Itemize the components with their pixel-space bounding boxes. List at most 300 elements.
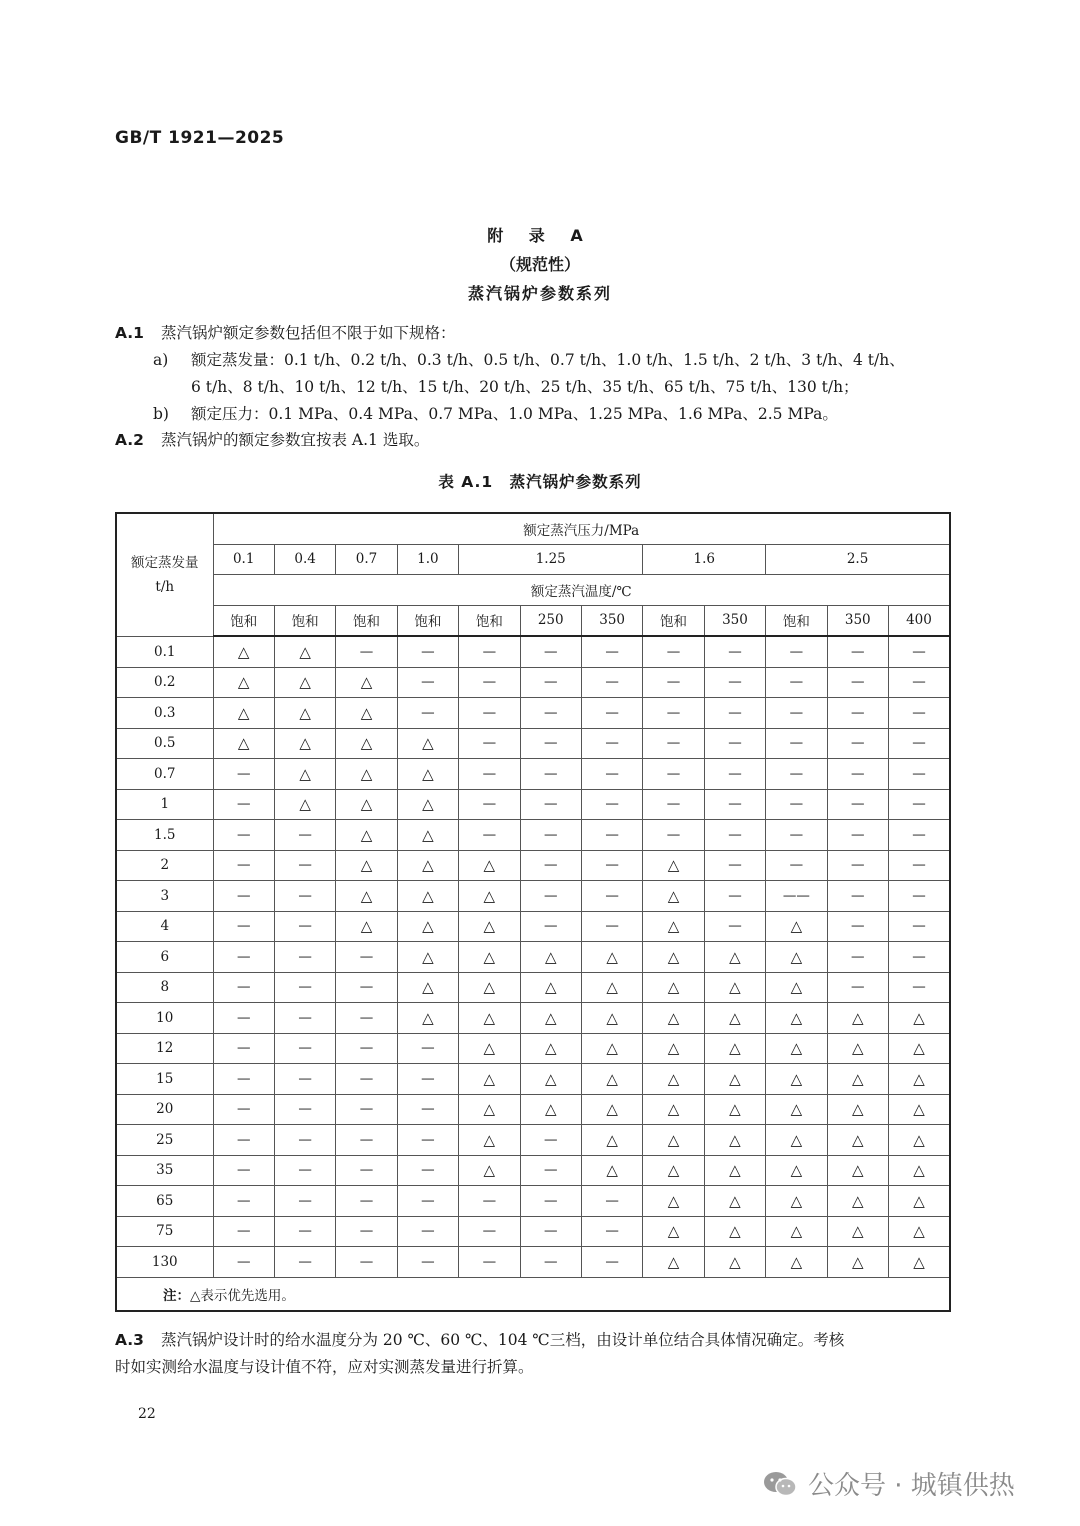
capacity-cell: 0.1	[116, 636, 213, 667]
page-number: 22	[138, 1406, 156, 1422]
preferred-mark-cell: △	[336, 881, 397, 912]
table-note	[116, 1277, 950, 1311]
not-applicable-cell: —	[520, 1125, 581, 1156]
preferred-mark-cell: △	[766, 1094, 827, 1125]
not-applicable-cell: —	[827, 667, 888, 698]
preferred-mark-cell: △	[520, 972, 581, 1003]
not-applicable-cell: —	[643, 820, 704, 851]
pressure-row	[116, 544, 950, 575]
pressure-cell: 0.4	[274, 544, 335, 575]
preferred-mark-cell: △	[336, 820, 397, 851]
wechat-icon	[762, 1470, 798, 1498]
not-applicable-cell: —	[704, 667, 765, 698]
preferred-mark-cell: △	[581, 1094, 642, 1125]
not-applicable-cell: —	[336, 1033, 397, 1064]
preferred-mark-cell: △	[397, 972, 458, 1003]
not-applicable-cell: —	[827, 942, 888, 973]
capacity-cell: 8	[116, 972, 213, 1003]
not-applicable-cell: —	[827, 759, 888, 790]
appendix-type: （规范性）	[499, 255, 580, 274]
not-applicable-cell: —	[213, 1094, 274, 1125]
not-applicable-cell: —	[520, 1247, 581, 1278]
not-applicable-cell: —	[397, 698, 458, 729]
not-applicable-cell: —	[704, 850, 765, 881]
preferred-mark-cell: △	[581, 1033, 642, 1064]
not-applicable-cell: —	[336, 1003, 397, 1034]
preferred-mark-cell: △	[643, 911, 704, 942]
preferred-mark-cell: △	[274, 759, 335, 790]
capacity-cell: 20	[116, 1094, 213, 1125]
preferred-mark-cell: △	[336, 850, 397, 881]
not-applicable-cell: —	[766, 667, 827, 698]
not-applicable-cell: —	[459, 698, 520, 729]
preferred-mark-cell: △	[827, 1155, 888, 1186]
temperature-cell: 350	[581, 605, 642, 636]
clause-a3	[115, 1327, 844, 1353]
preferred-mark-cell: △	[397, 942, 458, 973]
preferred-mark-cell: △	[581, 942, 642, 973]
note-label: 注：	[163, 1287, 190, 1304]
not-applicable-cell: —	[520, 759, 581, 790]
not-applicable-cell: —	[336, 1186, 397, 1217]
not-applicable-cell: —	[397, 636, 458, 667]
not-applicable-cell: —	[766, 789, 827, 820]
not-applicable-cell: —	[766, 850, 827, 881]
preferred-mark-cell: △	[643, 881, 704, 912]
temperature-cell: 饱和	[643, 605, 704, 636]
preferred-mark-cell: △	[397, 881, 458, 912]
not-applicable-cell: —	[581, 728, 642, 759]
capacity-cell: 1	[116, 789, 213, 820]
not-applicable-cell: —	[274, 1247, 335, 1278]
not-applicable-cell: —	[888, 636, 950, 667]
preferred-mark-cell: △	[643, 1094, 704, 1125]
note-text: △表示优先选用。	[190, 1287, 295, 1304]
pressure-cell: 0.7	[336, 544, 397, 575]
temperature-cell: 饱和	[336, 605, 397, 636]
not-applicable-cell: —	[213, 1216, 274, 1247]
temperature-cell: 250	[520, 605, 581, 636]
not-applicable-cell: —	[213, 759, 274, 790]
clause-a1	[115, 320, 456, 346]
not-applicable-cell: —	[888, 850, 950, 881]
not-applicable-cell: —	[213, 789, 274, 820]
not-applicable-cell: —	[459, 728, 520, 759]
not-applicable-cell: —	[520, 789, 581, 820]
not-applicable-cell: —	[643, 636, 704, 667]
preferred-mark-cell: △	[704, 1186, 765, 1217]
not-applicable-cell: —	[888, 942, 950, 973]
not-applicable-cell: —	[888, 759, 950, 790]
not-applicable-cell: —	[643, 728, 704, 759]
not-applicable-cell: —	[274, 1094, 335, 1125]
preferred-mark-cell: △	[397, 911, 458, 942]
not-applicable-cell: —	[213, 881, 274, 912]
preferred-mark-cell: △	[643, 1064, 704, 1095]
not-applicable-cell: —	[274, 1064, 335, 1095]
preferred-mark-cell: △	[274, 667, 335, 698]
table-row	[116, 1186, 950, 1217]
not-applicable-cell: —	[274, 820, 335, 851]
not-applicable-cell: —	[274, 1186, 335, 1217]
not-applicable-cell: —	[704, 698, 765, 729]
preferred-mark-cell: △	[888, 1155, 950, 1186]
not-applicable-cell: —	[581, 698, 642, 729]
not-applicable-cell: —	[274, 942, 335, 973]
preferred-mark-cell: △	[213, 698, 274, 729]
not-applicable-cell: —	[213, 911, 274, 942]
not-applicable-cell: —	[520, 728, 581, 759]
preferred-mark-cell: △	[397, 759, 458, 790]
watermark	[762, 1465, 1015, 1502]
temperature-cell: 饱和	[766, 605, 827, 636]
not-applicable-cell: —	[213, 1247, 274, 1278]
not-applicable-cell: —	[766, 820, 827, 851]
preferred-mark-cell: △	[459, 850, 520, 881]
preferred-mark-cell: △	[581, 972, 642, 1003]
not-applicable-cell: —	[274, 1125, 335, 1156]
preferred-mark-cell: △	[643, 1216, 704, 1247]
table-row	[116, 820, 950, 851]
capacity-cell: 35	[116, 1155, 213, 1186]
item-b-text: 额定压力：0.1 MPa、0.4 MPa、0.7 MPa、1.0 MPa、1.25 MPa、1.6 MPa、2.5 MPa。	[191, 405, 838, 423]
not-applicable-cell: —	[459, 789, 520, 820]
parameter-table	[115, 512, 951, 1312]
preferred-mark-cell: △	[213, 667, 274, 698]
not-applicable-cell: —	[520, 1155, 581, 1186]
not-applicable-cell: —	[520, 698, 581, 729]
not-applicable-cell: —	[520, 1186, 581, 1217]
capacity-cell: 65	[116, 1186, 213, 1217]
preferred-mark-cell: △	[643, 1003, 704, 1034]
not-applicable-cell: —	[827, 972, 888, 1003]
preferred-mark-cell: △	[581, 1155, 642, 1186]
preferred-mark-cell: △	[459, 1155, 520, 1186]
table-row	[116, 1064, 950, 1095]
table-row	[116, 881, 950, 912]
not-applicable-cell: —	[336, 1247, 397, 1278]
preferred-mark-cell: △	[888, 1064, 950, 1095]
not-applicable-cell: —	[397, 1216, 458, 1247]
preferred-mark-cell: △	[459, 1033, 520, 1064]
table-row	[116, 789, 950, 820]
not-applicable-cell: —	[888, 881, 950, 912]
table-row	[116, 698, 950, 729]
preferred-mark-cell: △	[336, 667, 397, 698]
not-applicable-cell: —	[213, 1155, 274, 1186]
not-applicable-cell: —	[581, 1186, 642, 1217]
not-applicable-cell: —	[704, 789, 765, 820]
preferred-mark-cell: △	[704, 972, 765, 1003]
not-applicable-cell: —	[520, 820, 581, 851]
not-applicable-cell: —	[397, 1064, 458, 1095]
capacity-cell: 0.5	[116, 728, 213, 759]
capacity-cell: 0.7	[116, 759, 213, 790]
not-applicable-cell: —	[581, 667, 642, 698]
not-applicable-cell: —	[336, 1094, 397, 1125]
table-row	[116, 1003, 950, 1034]
table-caption: 表 A.1 蒸汽锅炉参数系列	[438, 473, 642, 491]
capacity-cell: 75	[116, 1216, 213, 1247]
temperature-cell: 饱和	[397, 605, 458, 636]
not-applicable-cell: —	[213, 1033, 274, 1064]
not-applicable-cell: —	[827, 820, 888, 851]
preferred-mark-cell: △	[520, 1064, 581, 1095]
not-applicable-cell: —	[397, 667, 458, 698]
not-applicable-cell: —	[274, 1003, 335, 1034]
preferred-mark-cell: △	[827, 1216, 888, 1247]
preferred-mark-cell: △	[581, 1064, 642, 1095]
not-applicable-cell: —	[459, 1186, 520, 1217]
clause-number: A.3	[115, 1331, 144, 1349]
pressure-cell: 0.1	[213, 544, 274, 575]
not-applicable-cell: —	[581, 759, 642, 790]
not-applicable-cell: —	[827, 881, 888, 912]
not-applicable-cell: —	[459, 820, 520, 851]
row-header-capacity	[116, 513, 213, 636]
preferred-mark-cell: △	[704, 1125, 765, 1156]
not-applicable-cell: —	[213, 1064, 274, 1095]
preferred-mark-cell: △	[336, 789, 397, 820]
capacity-cell: 0.2	[116, 667, 213, 698]
not-applicable-cell: —	[274, 1216, 335, 1247]
not-applicable-cell: —	[888, 728, 950, 759]
preferred-mark-cell: △	[827, 1186, 888, 1217]
preferred-mark-cell: △	[520, 1094, 581, 1125]
preferred-mark-cell: △	[459, 1003, 520, 1034]
preferred-mark-cell: △	[459, 1125, 520, 1156]
not-applicable-cell: —	[213, 1186, 274, 1217]
preferred-mark-cell: △	[397, 1003, 458, 1034]
not-applicable-cell: —	[213, 850, 274, 881]
not-applicable-cell: —	[766, 728, 827, 759]
not-applicable-cell: —	[459, 636, 520, 667]
preferred-mark-cell: △	[643, 1155, 704, 1186]
preferred-mark-cell: △	[643, 1186, 704, 1217]
preferred-mark-cell: △	[459, 1064, 520, 1095]
preferred-mark-cell: △	[827, 1247, 888, 1278]
preferred-mark-cell: △	[766, 1125, 827, 1156]
preferred-mark-cell: △	[274, 698, 335, 729]
row-header-line2: t/h	[155, 578, 175, 595]
not-applicable-cell: —	[336, 1125, 397, 1156]
not-applicable-cell: —	[827, 698, 888, 729]
capacity-cell: 6	[116, 942, 213, 973]
not-applicable-cell: —	[827, 789, 888, 820]
preferred-mark-cell: △	[336, 911, 397, 942]
row-header-line1: 额定蒸发量	[131, 554, 199, 571]
clause-a3-line1: 蒸汽锅炉设计时的给水温度分为 20 ℃、60 ℃、104 ℃三档，由设计单位结合具体情况确定。考核	[161, 1331, 845, 1349]
preferred-mark-cell: △	[643, 850, 704, 881]
preferred-mark-cell: △	[643, 1247, 704, 1278]
not-applicable-cell: —	[581, 1247, 642, 1278]
clause-a1-item-b	[153, 401, 838, 427]
capacity-cell: 10	[116, 1003, 213, 1034]
temperature-cell: 350	[827, 605, 888, 636]
clause-text: 蒸汽锅炉额定参数包括但不限于如下规格：	[161, 324, 456, 342]
not-applicable-cell: —	[213, 820, 274, 851]
not-applicable-cell: —	[397, 1094, 458, 1125]
preferred-mark-cell: △	[397, 789, 458, 820]
preferred-mark-cell: △	[459, 881, 520, 912]
temperature-header: 额定蒸汽温度/℃	[213, 575, 950, 606]
not-applicable-cell: —	[888, 911, 950, 942]
not-applicable-cell: —	[766, 636, 827, 667]
preferred-mark-cell: △	[459, 1094, 520, 1125]
temperature-cell: 饱和	[459, 605, 520, 636]
not-applicable-cell: —	[336, 1216, 397, 1247]
preferred-mark-cell: △	[888, 1094, 950, 1125]
preferred-mark-cell: △	[704, 942, 765, 973]
table-row	[116, 972, 950, 1003]
not-applicable-cell: —	[643, 667, 704, 698]
preferred-mark-cell: △	[888, 1033, 950, 1064]
not-applicable-cell: —	[397, 1155, 458, 1186]
preferred-mark-cell: △	[766, 911, 827, 942]
preferred-mark-cell: △	[336, 759, 397, 790]
not-applicable-cell: —	[520, 911, 581, 942]
preferred-mark-cell: △	[459, 942, 520, 973]
table-row	[116, 850, 950, 881]
not-applicable-cell: —	[888, 698, 950, 729]
not-applicable-cell: —	[766, 698, 827, 729]
preferred-mark-cell: △	[766, 1003, 827, 1034]
item-a-line2: 6 t/h、8 t/h、10 t/h、12 t/h、15 t/h、20 t/h、25 t/h、35 t/h、65 t/h、75 t/h、130 t/h；	[191, 378, 859, 396]
preferred-mark-cell: △	[520, 1033, 581, 1064]
capacity-cell: 2	[116, 850, 213, 881]
capacity-cell: 12	[116, 1033, 213, 1064]
preferred-mark-cell: △	[704, 1064, 765, 1095]
preferred-mark-cell: △	[888, 1186, 950, 1217]
not-applicable-cell: —	[520, 850, 581, 881]
not-applicable-cell: —	[459, 759, 520, 790]
table-row	[116, 911, 950, 942]
not-applicable-cell: —	[643, 789, 704, 820]
preferred-mark-cell: △	[766, 1216, 827, 1247]
capacity-cell: 4	[116, 911, 213, 942]
table-row	[116, 1216, 950, 1247]
preferred-mark-cell: △	[643, 972, 704, 1003]
preferred-mark-cell: △	[766, 942, 827, 973]
item-tag: b)	[153, 405, 169, 423]
table-row	[116, 759, 950, 790]
preferred-mark-cell: △	[827, 1064, 888, 1095]
temperature-cell: 350	[704, 605, 765, 636]
not-applicable-cell: —	[213, 1125, 274, 1156]
preferred-mark-cell: △	[827, 1125, 888, 1156]
not-applicable-cell: —	[520, 881, 581, 912]
not-applicable-cell: —	[581, 1216, 642, 1247]
clause-a1-item-a	[153, 347, 905, 373]
not-applicable-cell: —	[336, 972, 397, 1003]
table-row	[116, 942, 950, 973]
preferred-mark-cell: △	[704, 1247, 765, 1278]
temperature-cell: 饱和	[274, 605, 335, 636]
clause-number: A.1	[115, 324, 144, 342]
item-tag: a)	[153, 351, 169, 369]
standard-code: GB/T 1921—2025	[115, 128, 285, 148]
preferred-mark-cell: △	[766, 1186, 827, 1217]
preferred-mark-cell: △	[766, 1064, 827, 1095]
not-applicable-cell: —	[336, 1155, 397, 1186]
preferred-mark-cell: △	[274, 789, 335, 820]
not-applicable-cell: —	[520, 1216, 581, 1247]
preferred-mark-cell: △	[888, 1125, 950, 1156]
not-applicable-cell: —	[888, 789, 950, 820]
not-applicable-cell: —	[274, 1033, 335, 1064]
not-applicable-cell: —	[888, 667, 950, 698]
not-applicable-cell: —	[213, 942, 274, 973]
pressure-cell: 2.5	[766, 544, 950, 575]
table-body	[116, 636, 950, 1277]
preferred-mark-cell: △	[643, 942, 704, 973]
preferred-mark-cell: △	[581, 1003, 642, 1034]
not-applicable-cell: —	[336, 942, 397, 973]
not-applicable-cell: —	[274, 881, 335, 912]
not-applicable-cell: ——	[766, 881, 827, 912]
preferred-mark-cell: △	[766, 1155, 827, 1186]
appendix-subject: 蒸汽锅炉参数系列	[467, 284, 612, 303]
preferred-mark-cell: △	[397, 728, 458, 759]
clause-a3-line2: 时如实测给水温度与设计值不符，应对实测蒸发量进行折算。	[115, 1358, 534, 1376]
temperature-cell: 饱和	[213, 605, 274, 636]
not-applicable-cell: —	[704, 636, 765, 667]
not-applicable-cell: —	[827, 728, 888, 759]
not-applicable-cell: —	[397, 1125, 458, 1156]
preferred-mark-cell: △	[704, 1216, 765, 1247]
not-applicable-cell: —	[766, 759, 827, 790]
preferred-mark-cell: △	[581, 1125, 642, 1156]
temperature-cell: 400	[888, 605, 950, 636]
preferred-mark-cell: △	[704, 1094, 765, 1125]
not-applicable-cell: —	[274, 1155, 335, 1186]
temperature-row	[116, 605, 950, 636]
clause-a2	[115, 427, 429, 453]
preferred-mark-cell: △	[336, 698, 397, 729]
not-applicable-cell: —	[274, 972, 335, 1003]
table-row	[116, 1155, 950, 1186]
not-applicable-cell: —	[274, 850, 335, 881]
preferred-mark-cell: △	[888, 1247, 950, 1278]
preferred-mark-cell: △	[888, 1216, 950, 1247]
not-applicable-cell: —	[397, 1186, 458, 1217]
not-applicable-cell: —	[213, 972, 274, 1003]
preferred-mark-cell: △	[520, 942, 581, 973]
capacity-cell: 25	[116, 1125, 213, 1156]
not-applicable-cell: —	[397, 1247, 458, 1278]
table-row	[116, 1033, 950, 1064]
preferred-mark-cell: △	[766, 972, 827, 1003]
not-applicable-cell: —	[643, 698, 704, 729]
preferred-mark-cell: △	[643, 1125, 704, 1156]
not-applicable-cell: —	[520, 636, 581, 667]
item-a-line1: 额定蒸发量：0.1 t/h、0.2 t/h、0.3 t/h、0.5 t/h、0.7 t/h、1.0 t/h、1.5 t/h、2 t/h、3 t/h、4 t/h、	[191, 351, 905, 369]
not-applicable-cell: —	[581, 881, 642, 912]
capacity-cell: 0.3	[116, 698, 213, 729]
preferred-mark-cell: △	[213, 636, 274, 667]
preferred-mark-cell: △	[827, 1033, 888, 1064]
capacity-cell: 15	[116, 1064, 213, 1095]
preferred-mark-cell: △	[827, 1094, 888, 1125]
preferred-mark-cell: △	[766, 1033, 827, 1064]
capacity-cell: 130	[116, 1247, 213, 1278]
pressure-header: 额定蒸汽压力/MPa	[213, 513, 950, 544]
pressure-cell: 1.6	[643, 544, 766, 575]
preferred-mark-cell: △	[397, 820, 458, 851]
not-applicable-cell: —	[704, 728, 765, 759]
preferred-mark-cell: △	[704, 1003, 765, 1034]
not-applicable-cell: —	[581, 636, 642, 667]
